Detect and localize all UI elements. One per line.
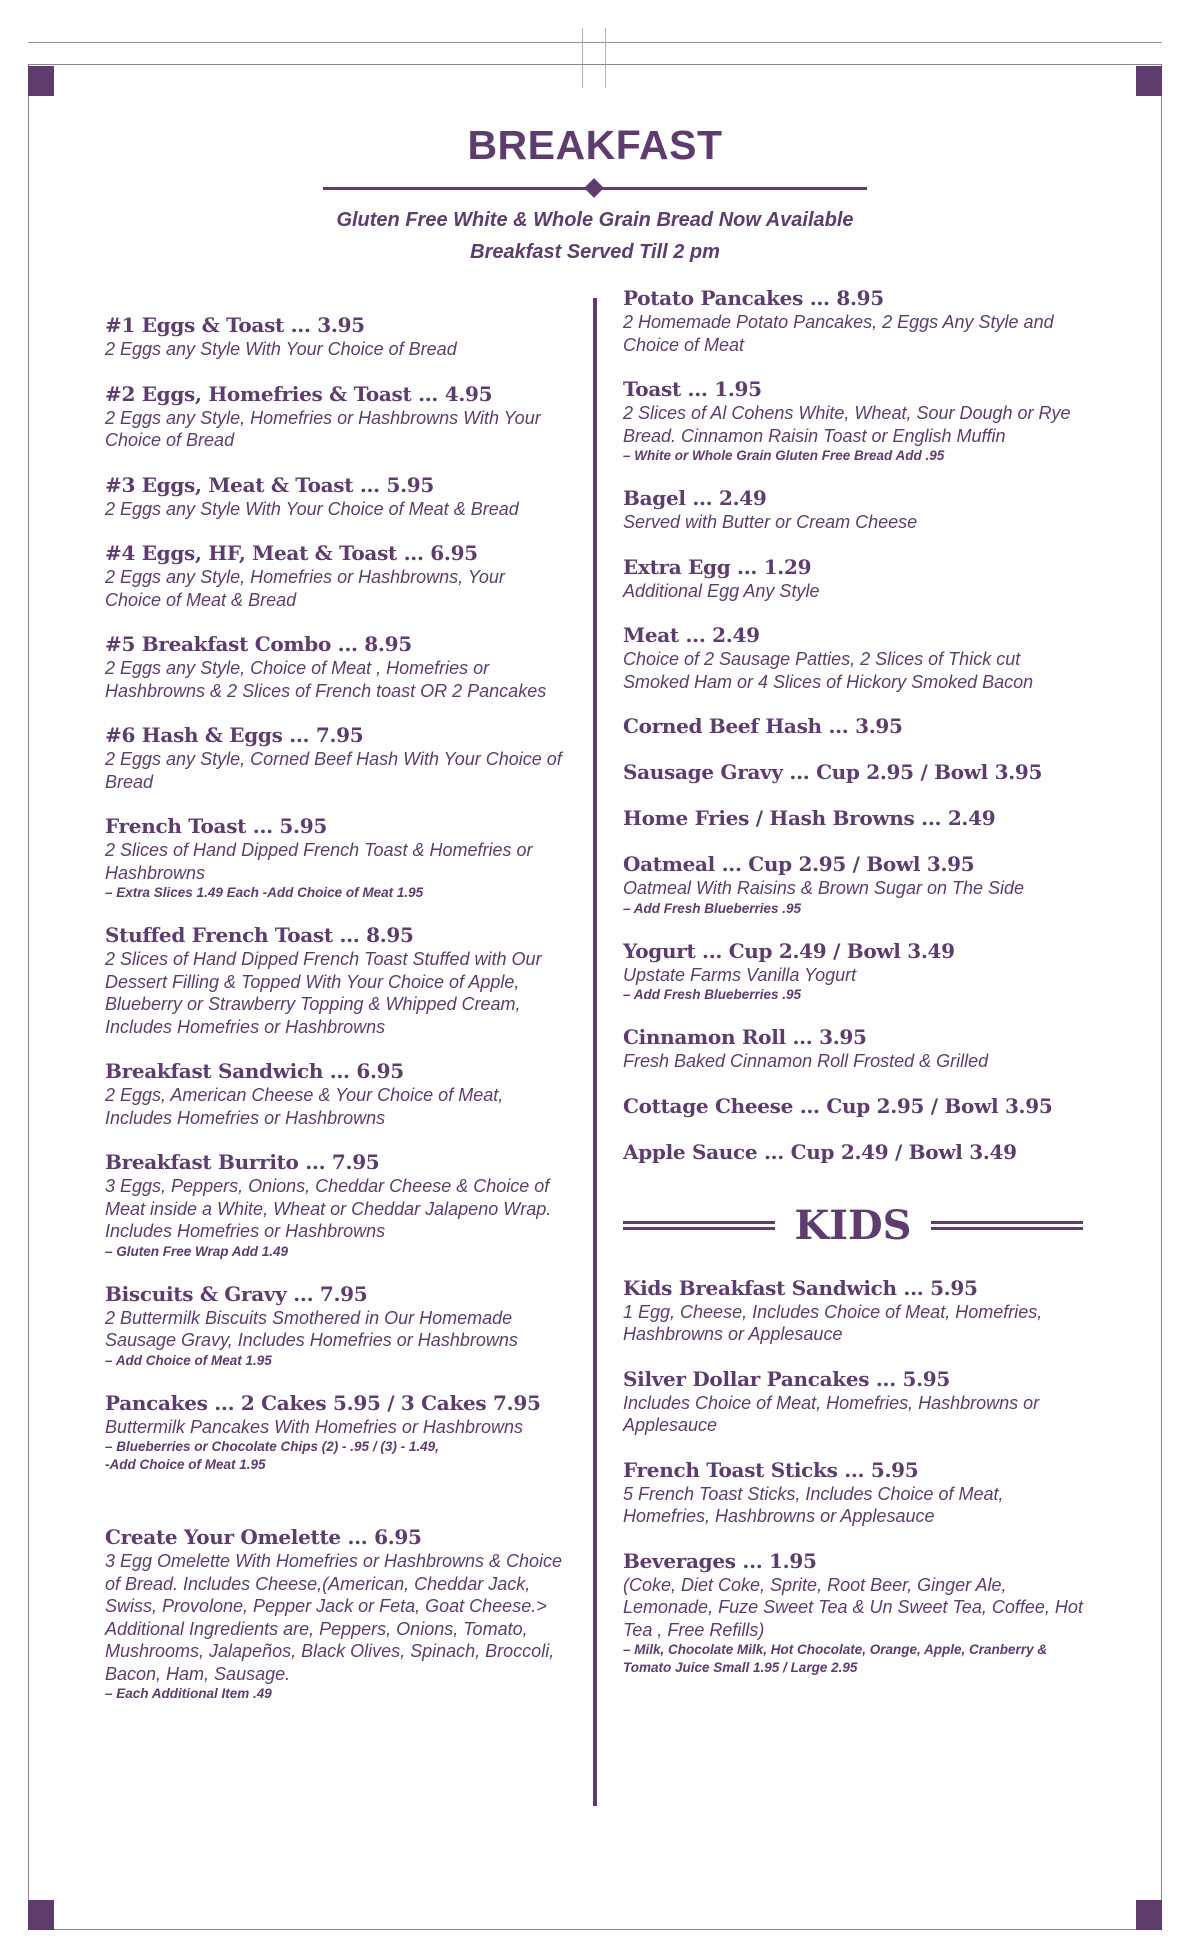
menu-item-description: Buttermilk Pancakes With Homefries or Hashbrowns xyxy=(105,1416,523,1437)
menu-item-description: 2 Eggs any Style, Choice of Meat , Homefries or Hashbrowns & 2 Slices of French toast OR 2 Pancakes xyxy=(105,658,547,701)
menu-item-name: Sausage Gravy ... Cup 2.95 / Bowl 3.95 xyxy=(623,760,1043,784)
top-border-line xyxy=(28,42,1162,43)
menu-item xyxy=(105,540,565,611)
menu-item xyxy=(105,722,565,793)
menu-item xyxy=(623,759,1083,785)
left-column xyxy=(105,312,565,1723)
menu-item-description: Fresh Baked Cinnamon Roll Frosted & Grilled xyxy=(623,1051,989,1071)
menu-item-description: Oatmeal With Raisins & Brown Sugar on The Side xyxy=(623,878,1025,898)
corner-square xyxy=(28,66,54,96)
right-column xyxy=(623,285,1083,1697)
kids-heading xyxy=(623,1201,1083,1251)
kids-double-line-right xyxy=(931,1221,1083,1230)
menu-item xyxy=(623,1024,1083,1073)
menu-item-description: 2 Eggs any Style, Homefries or Hashbrowns With Your Choice of Bread xyxy=(105,407,541,450)
menu-item-note: – Blueberries or Chocolate Chips (2) - .95 / (3) - 1.49, -Add Choice of Meat 1.95 xyxy=(105,1439,439,1472)
menu-item xyxy=(105,381,565,452)
page-title: BREAKFAST xyxy=(467,122,723,168)
kids-menu-list xyxy=(623,1275,1083,1678)
menu-item-name: Pancakes ... 2 Cakes 5.95 / 3 Cakes 7.95 xyxy=(105,1390,541,1415)
menu-item-name: #4 Eggs, HF, Meat & Toast ... 6.95 xyxy=(105,541,478,565)
menu-item-name: #2 Eggs, Homefries & Toast ... 4.95 xyxy=(105,381,493,406)
menu-item-note: – White or Whole Grain Gluten Free Bread Add .95 xyxy=(623,448,945,463)
menu-item xyxy=(623,1139,1083,1165)
menu-item xyxy=(623,713,1083,739)
menu-item-name: Stuffed French Toast ... 8.95 xyxy=(105,923,414,947)
menu-item-note: – Each Additional Item .49 xyxy=(105,1686,272,1701)
menu-item-description: Upstate Farms Vanilla Yogurt xyxy=(623,964,857,985)
menu-item xyxy=(105,1149,565,1261)
menu-item-name: #5 Breakfast Combo ... 8.95 xyxy=(105,632,412,656)
menu-item-name: Toast ... 1.95 xyxy=(623,377,762,401)
menu-item xyxy=(105,1390,565,1475)
menu-item-description: 2 Eggs any Style, Corned Beef Hash With Your Choice of Bread xyxy=(105,749,562,792)
column-divider xyxy=(593,298,597,1806)
corner-square xyxy=(28,1900,54,1930)
menu-item-description: 2 Slices of Hand Dipped French Toast & Homefries or Hashbrowns xyxy=(105,840,533,883)
menu-item-name: Yogurt ... Cup 2.49 / Bowl 3.49 xyxy=(623,938,955,963)
menu-item-description: 3 Eggs, Peppers, Onions, Cheddar Cheese & Choice of Meat inside a White, Wheat or Cheddar Jalapeno Wrap. Includes Homefries or Hashbrowns xyxy=(105,1176,552,1241)
menu-item xyxy=(623,805,1083,831)
menu-item-note: – Add Fresh Blueberries .95 xyxy=(623,987,802,1002)
menu-item xyxy=(623,376,1083,465)
subtitle-served-till: Breakfast Served Till 2 pm xyxy=(470,241,720,263)
menu-item-description: 2 Slices of Al Cohens White, Wheat, Sour Dough or Rye Bread. Cinnamon Raisin Toast or English Muffin xyxy=(623,403,1071,446)
menu-item xyxy=(623,1093,1083,1119)
menu-item-note: – Gluten Free Wrap Add 1.49 xyxy=(105,1243,289,1259)
menu-item xyxy=(105,813,565,902)
menu-item xyxy=(623,285,1083,356)
corner-square xyxy=(1136,1900,1162,1930)
menu-item-name: Cottage Cheese ... Cup 2.95 / Bowl 3.95 xyxy=(623,1093,1053,1118)
menu-item xyxy=(623,938,1083,1005)
menu-item-name: #6 Hash & Eggs ... 7.95 xyxy=(105,723,364,747)
corner-square xyxy=(1136,66,1162,96)
kids-title: KIDS xyxy=(794,1201,912,1249)
menu-item-name: Silver Dollar Pancakes ... 5.95 xyxy=(623,1366,951,1391)
menu-item-name: Biscuits & Gravy ... 7.95 xyxy=(105,1281,368,1306)
menu-item-description: 1 Egg, Cheese, Includes Choice of Meat, Homefries, Hashbrowns or Applesauce xyxy=(623,1301,1043,1344)
menu-item xyxy=(105,472,565,521)
menu-item xyxy=(623,485,1083,534)
menu-item-name: Corned Beef Hash ... 3.95 xyxy=(623,714,903,738)
menu-item xyxy=(623,1457,1083,1528)
menu-item-name: Cinnamon Roll ... 3.95 xyxy=(623,1025,867,1049)
menu-item-name: Beverages ... 1.95 xyxy=(623,1548,817,1573)
menu-item-name: Create Your Omelette ... 6.95 xyxy=(105,1525,422,1549)
menu-item-name: Potato Pancakes ... 8.95 xyxy=(623,286,884,310)
left-menu-list xyxy=(105,312,565,1474)
menu-item-name: Breakfast Sandwich ... 6.95 xyxy=(105,1059,404,1083)
menu-item-description: 3 Egg Omelette With Homefries or Hashbrowns & Choice of Bread. Includes Cheese,(American, Cheddar Jack, Swiss, Provolone, Pepper Jack or Feta, Goat Cheese.> Additional Ingredients are, Peppers, Onions, Tomato, Mushrooms, Jalapeños, Black Olives, Spinach, Broccoli, Bacon, Ham, Sausage. xyxy=(105,1551,563,1684)
menu-item-note: – Add Choice of Meat 1.95 xyxy=(105,1352,272,1368)
menu-item-omelette xyxy=(105,1524,565,1703)
menu-item-name: French Toast ... 5.95 xyxy=(105,814,327,838)
menu-item-name: #3 Eggs, Meat & Toast ... 5.95 xyxy=(105,472,434,497)
menu-item xyxy=(623,851,1083,918)
menu-item-description: 2 Homemade Potato Pancakes, 2 Eggs Any Style and Choice of Meat xyxy=(623,312,1054,355)
menu-item-description: Additional Egg Any Style xyxy=(623,580,820,601)
menu-item-note: – Milk, Chocolate Milk, Hot Chocolate, Orange, Apple, Cranberry & Tomato Juice Small 1.95 / Large 2.95 xyxy=(623,1642,1048,1675)
menu-item-name: Meat ... 2.49 xyxy=(623,623,760,647)
menu-item-name: French Toast Sticks ... 5.95 xyxy=(623,1457,919,1482)
menu-item-name: Extra Egg ... 1.29 xyxy=(623,554,812,579)
menu-item-note: – Add Fresh Blueberries .95 xyxy=(623,900,802,916)
menu-item xyxy=(623,554,1083,603)
menu-item-name: Apple Sauce ... Cup 2.49 / Bowl 3.49 xyxy=(623,1139,1017,1164)
menu-item-description: 2 Buttermilk Biscuits Smothered in Our Homemade Sausage Gravy, Includes Homefries or Hashbrowns xyxy=(105,1307,518,1350)
menu-item xyxy=(623,622,1083,693)
right-menu-list xyxy=(623,285,1083,1165)
menu-item xyxy=(623,1366,1083,1437)
menu-item-name: Breakfast Burrito ... 7.95 xyxy=(105,1150,380,1174)
menu-item-description: (Coke, Diet Coke, Sprite, Root Beer, Ginger Ale, Lemonade, Fuze Sweet Tea & Un Sweet Tea, Coffee, Hot Tea , Free Refills) xyxy=(623,1574,1083,1640)
menu-item xyxy=(105,631,565,702)
menu-item-description: 2 Eggs any Style With Your Choice of Bread xyxy=(105,339,457,359)
menu-item-description: 2 Eggs any Style With Your Choice of Meat & Bread xyxy=(105,498,519,519)
menu-item-description: Choice of 2 Sausage Patties, 2 Slices of Thick cut Smoked Ham or 4 Slices of Hickory Smoked Bacon xyxy=(623,649,1034,692)
menu-item-description: 2 Eggs any Style, Homefries or Hashbrowns, Your Choice of Meat & Bread xyxy=(105,567,505,610)
menu-item-name: Bagel ... 2.49 xyxy=(623,486,767,510)
menu-item-note: – Extra Slices 1.49 Each -Add Choice of Meat 1.95 xyxy=(105,885,424,900)
menu-item-name: Oatmeal ... Cup 2.95 / Bowl 3.95 xyxy=(623,852,975,876)
menu-item-description: Served with Butter or Cream Cheese xyxy=(623,512,918,532)
menu-item-name: Home Fries / Hash Browns ... 2.49 xyxy=(623,806,996,830)
menu-item-name: Kids Breakfast Sandwich ... 5.95 xyxy=(623,1275,978,1300)
menu-item xyxy=(105,1281,565,1370)
menu-item-name: #1 Eggs & Toast ... 3.95 xyxy=(105,313,365,337)
menu-item-description: Includes Choice of Meat, Homefries, Hashbrowns or Applesauce xyxy=(623,1392,1040,1435)
menu-item xyxy=(105,922,565,1038)
subtitle-gluten-free: Gluten Free White & Whole Grain Bread Now Available xyxy=(336,209,854,231)
menu-item xyxy=(105,312,565,361)
menu-item xyxy=(623,1548,1083,1678)
menu-item xyxy=(105,1058,565,1129)
menu-item-description: 2 Slices of Hand Dipped French Toast Stuffed with Our Dessert Filling & Topped With Your Choice of Apple, Blueberry or Strawberry Topping & Whipped Cream, Includes Homefries or Hashbrowns xyxy=(105,949,542,1037)
spacer xyxy=(105,1494,565,1524)
menu-item-description: 5 French Toast Sticks, Includes Choice of Meat, Homefries, Hashbrowns or Applesauce xyxy=(623,1483,1004,1526)
menu-item xyxy=(623,1275,1083,1346)
menu-item-description: 2 Eggs, American Cheese & Your Choice of Meat, Includes Homefries or Hashbrowns xyxy=(105,1085,504,1128)
